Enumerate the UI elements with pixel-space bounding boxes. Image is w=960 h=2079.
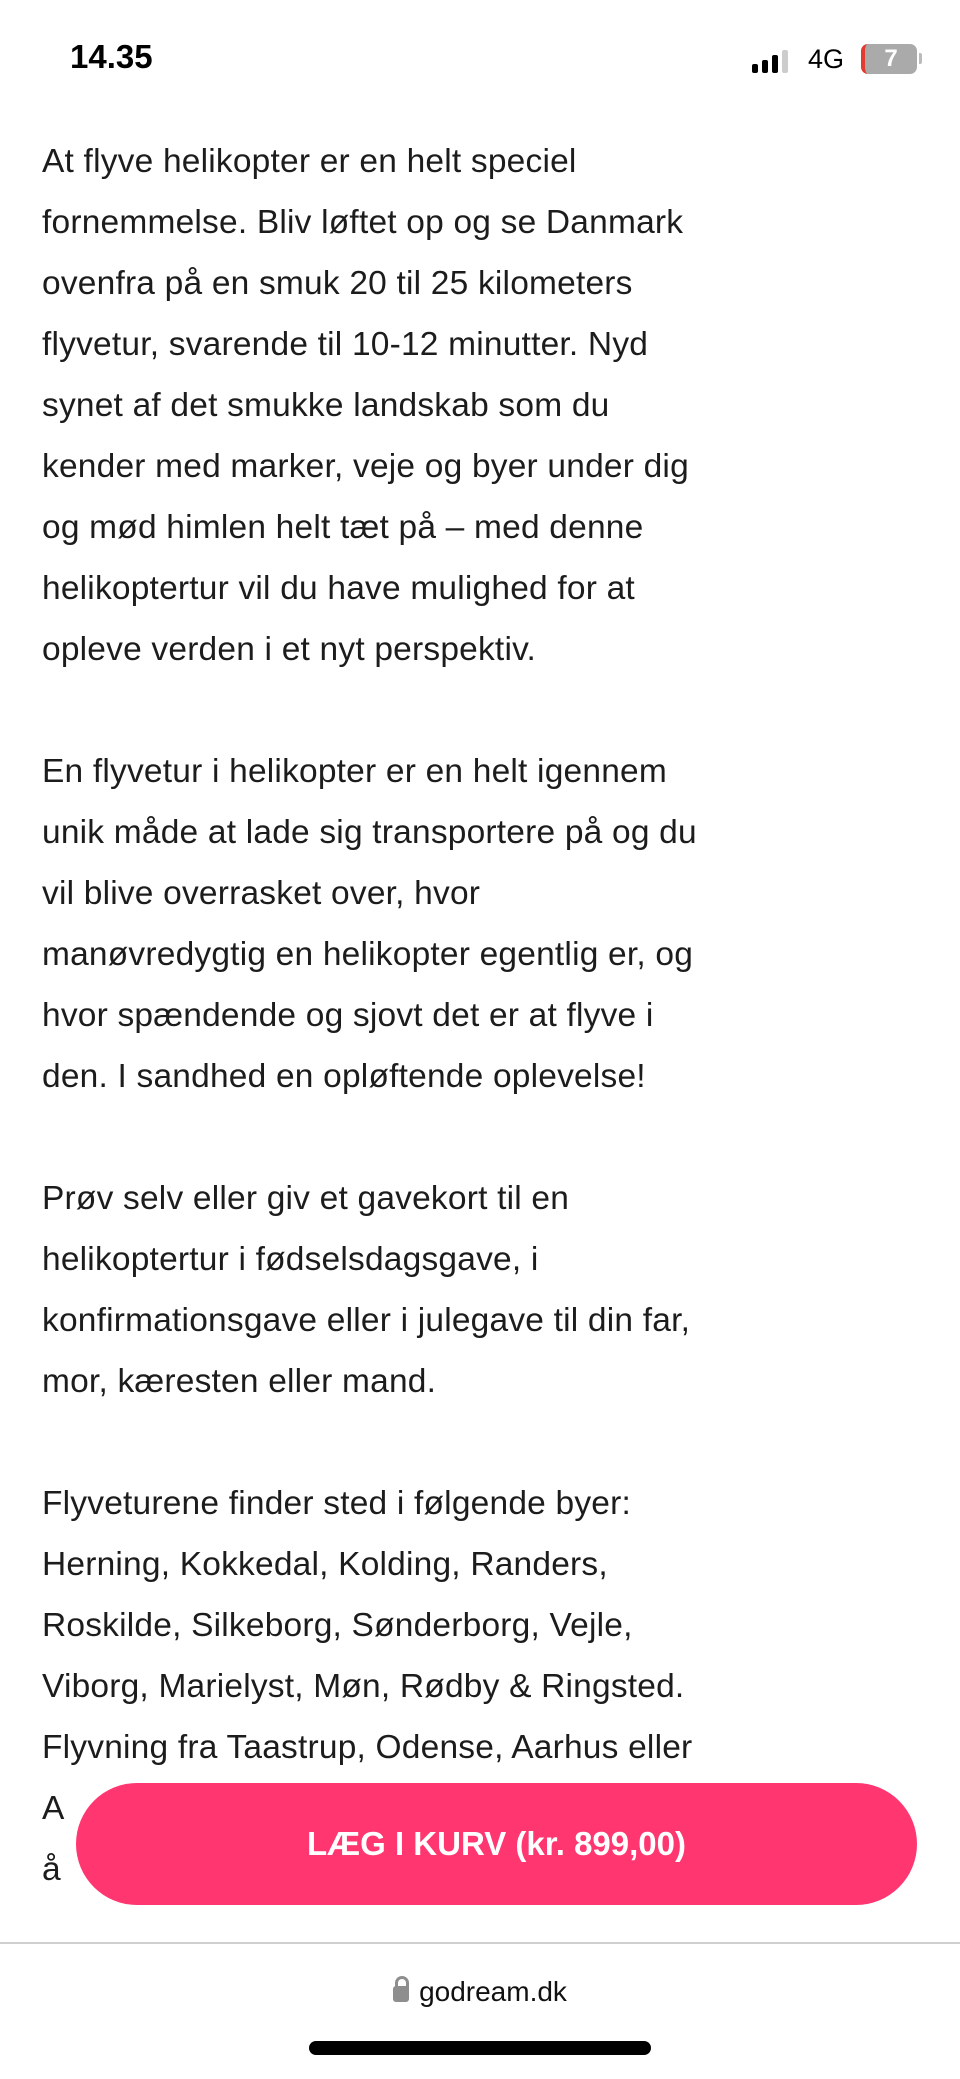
- signal-icon: [752, 50, 788, 73]
- text-line: Viborg, Marielyst, Møn, Rødby & Ringsted.: [42, 1668, 685, 1705]
- paragraph: [42, 131, 932, 680]
- text-line: manøvredygtig en helikopter egentlig er, og: [42, 936, 694, 973]
- text-line: og mød himlen helt tæt på – med denne: [42, 509, 644, 546]
- text-line: En flyvetur i helikopter er en helt igennem: [42, 753, 667, 790]
- text-line: opleve verden i et nyt perspektiv.: [42, 631, 537, 668]
- text-line: helikoptertur i fødselsdagsgave, i: [42, 1241, 539, 1278]
- status-bar: [0, 0, 960, 120]
- text-line: hvor spændende og sjovt det er at flyve i: [42, 997, 654, 1034]
- url-text: godream.dk: [419, 1976, 567, 2007]
- text-line: Roskilde, Silkeborg, Sønderborg, Vejle,: [42, 1607, 633, 1644]
- text-line: konfirmationsgave eller i julegave til din far,: [42, 1302, 691, 1339]
- home-indicator[interactable]: [309, 2041, 651, 2055]
- address-bar[interactable]: [0, 1976, 960, 2008]
- article-body: [42, 131, 932, 1961]
- lock-icon: [393, 1986, 409, 2002]
- text-line: At flyve helikopter er en helt speciel: [42, 143, 577, 180]
- network-type: 4G: [808, 44, 845, 74]
- text-line: Flyvning fra Taastrup, Odense, Aarhus eller: [42, 1729, 693, 1766]
- paragraph: [42, 741, 932, 1107]
- browser-bar: [0, 1944, 960, 2079]
- text-line: unik måde at lade sig transportere på og du: [42, 814, 697, 851]
- text-line: synet af det smukke landskab som du: [42, 387, 610, 424]
- text-line: A: [42, 1790, 65, 1827]
- text-line: Flyveturene finder sted i følgende byer:: [42, 1485, 631, 1522]
- text-line: fornemmelse. Bliv løftet op og se Danmark: [42, 204, 684, 241]
- paragraph: [42, 1168, 932, 1412]
- clock: 14.35: [70, 38, 153, 75]
- text-line: kender med marker, veje og byer under dig: [42, 448, 689, 485]
- text-line: å: [42, 1851, 61, 1888]
- text-line: ovenfra på en smuk 20 til 25 kilometers: [42, 265, 633, 302]
- text-line: mor, kæresten eller mand.: [42, 1363, 437, 1400]
- text-line: helikoptertur vil du have mulighed for at: [42, 570, 635, 607]
- text-line: vil blive overrasket over, hvor: [42, 875, 481, 912]
- battery-icon: 7: [861, 44, 917, 74]
- add-to-cart-button[interactable]: LÆG I KURV (kr. 899,00): [76, 1783, 917, 1905]
- text-line: den. I sandhed en opløftende oplevelse!: [42, 1058, 646, 1095]
- battery-cap: [919, 53, 922, 64]
- text-line: flyvetur, svarende til 10-12 minutter. Nyd: [42, 326, 649, 363]
- text-line: Herning, Kokkedal, Kolding, Randers,: [42, 1546, 608, 1583]
- text-line: Prøv selv eller giv et gavekort til en: [42, 1180, 570, 1217]
